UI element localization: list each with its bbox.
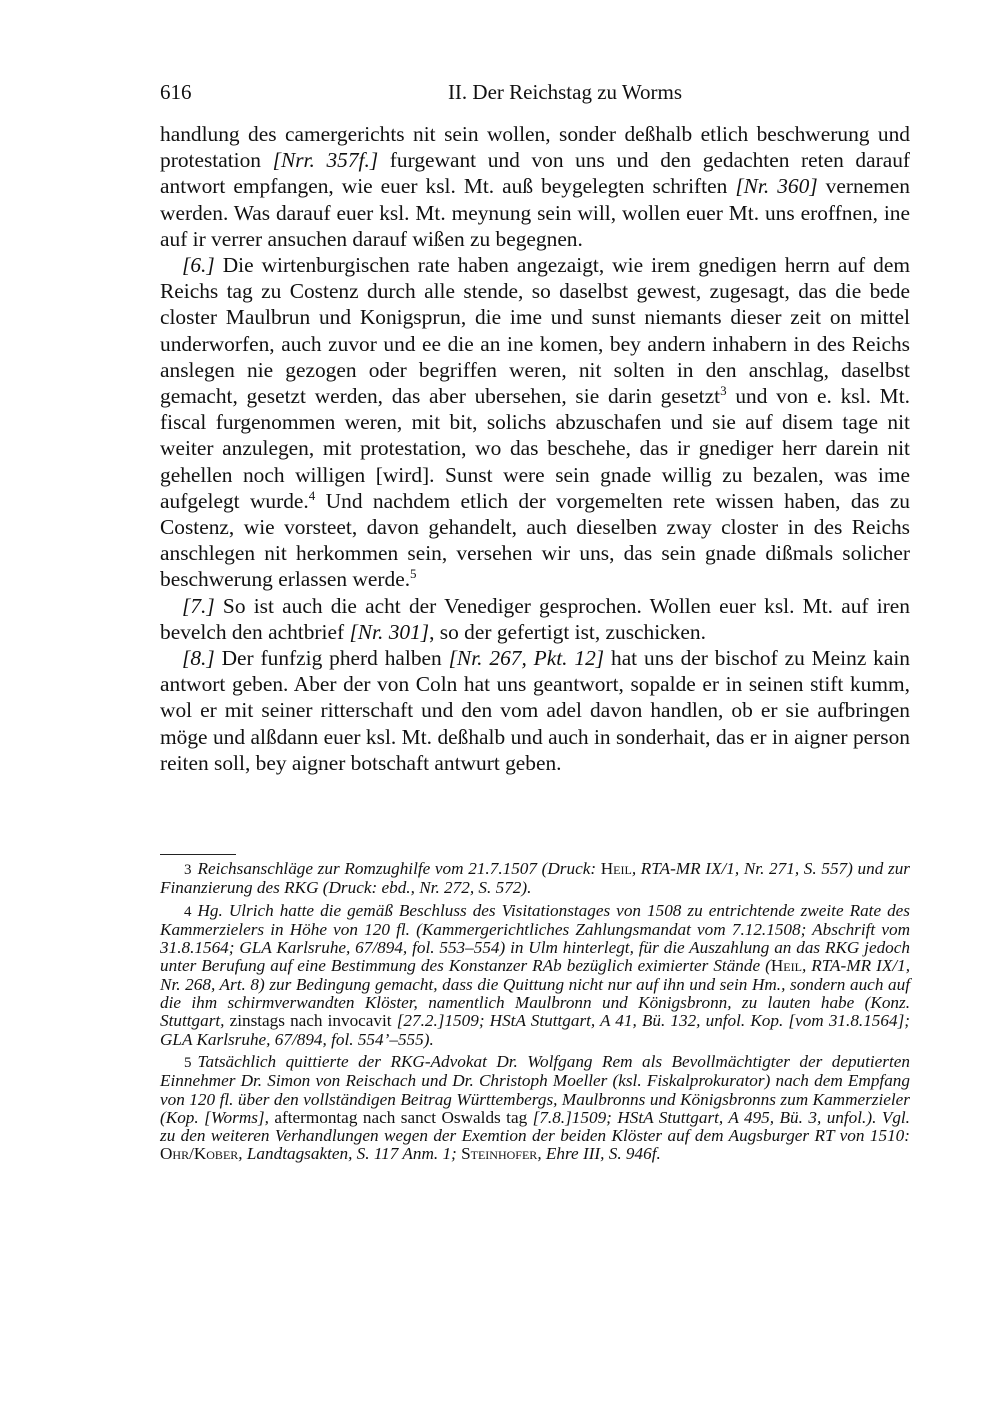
footnote-marker: 5 bbox=[410, 566, 417, 582]
paragraph: [7.] So ist auch die acht der Venediger gesprochen. Wollen euer ksl. Mt. auf iren bevelch den achtbrief [Nr. 301], so der gefertigt ist, zuschicken. bbox=[160, 593, 910, 644]
page-number: 616 bbox=[160, 80, 192, 104]
footnote-marker: 4 bbox=[308, 487, 316, 503]
footnote-number: 5 bbox=[184, 1054, 192, 1071]
section-number: [7.] bbox=[182, 593, 215, 618]
paragraph: [6.] Die wirtenburgischen rate haben angezaigt, wie irem gnedigen herrn auf dem Reichs tag zu Costenz durch alle stende, so daselbst gewest, zugesagt, das die bede closter Maulbrun und Konigsprun, die ime und sunst niemants dieser zeit on mittel underworfen, auch zuvor und ee die an ine komen, bey andern inhabern in des Reichs anslegen nie gezogen oder begriffen weren, nit solten in den anschlag, daselbst gemacht, gesetzt werden, das aber ubersehen, sie darin gesetzt$^3$ und von e. ksl. Mt. fiscal furgenommen weren, mit bit, solichs abzuschafen und sie auf disem tage nit weiter anzulegen, mit protestation, wo das beschehe, das ir gnediger herr darein nit gehellen noch willigen [wird]. Sunst were sein gnade willig zu bezalen, was ime aufgelegt wurde.$^4$ Und nachdem etlich der vorgemelten rete wissen haben, das zu Costenz, wie vorsteet, davon gehandelt, auch dieselben zway closter in des Reichs anschlegen nit herkommen sein, versehen wir uns, das sein gnade dißmals solicher beschwerung erlassen werde.$^5$ bbox=[160, 253, 911, 592]
section-number: [6.] bbox=[182, 253, 215, 278]
footnote: 5 Tatsächlich quittierte der RKG-Advokat Dr. Wolfgang Rem als Bevollmächtigter der deputierten Einnehmer Dr. Simon von Reischach und Dr. Christoph Moeller (ksl. Fiskalprokurator) nach dem Empfang von 120 fl. über den vollständigen Beitrag Württembergs, Maulbronns und Königsbronns zum Kammerzieler (Kop. [Worms], aftermontag nach sanct Oswalds tag [7.8.]1509; HStA Stuttgart, A 495, Bü. 3, unfol.). Vgl. zu den weiteren Verhandlungen wegen der Exemtion der beiden Klöster auf dem Augsburger RT von 1510: Ohr/Kober, Landtagsakten, S. 117 Anm. 1; Steinhofer, Ehre III, S. 946f. bbox=[160, 1051, 910, 1164]
paragraph: handlung des camergerichts nit sein wollen, sonder deßhalb etlich beschwerung und protestation [Nrr. 357f.] furgewant und von uns und den gedachten reten darauf antwort empfangen, wie euer ksl. Mt. auß beygelegten schriften [Nr. 360] vernemen werden. Was darauf euer ksl. Mt. meynung sein will, wollen euer Mt. uns eroffnen, ine auf ir verrer ansuchen darauf wißen zu begegnen. bbox=[160, 122, 911, 251]
footnote: 4 Hg. Ulrich hatte die gemäß Beschluss des Visitationstages von 1508 zu entrichtende zweite Rate des Kammerzielers in Höhe von 120 fl. (Kammergerichtliches Zahlungsmandat vom 7.12.1508; Abschrift vom 31.8.1564; GLA Karlsruhe, 67/894, fol. 553–554) in Ulm hinterlegt, für die Auszahlung an das RKG jedoch unter Berufung auf eine Bestimmung des Konstanzer RAb bezüglich eximierter Stände (Heil, RTA-MR IX/1, Nr. 268, Art. 8) zur Bedingung gemacht, dass die Quittung nicht nur auf ihn und sein Hm., sondern auch auf die ihm schirmverwandten Klöster, namentlich Maulbronn und Königsbronn, zu lauten habe (Konz. Stuttgart, zinstags nach invocavit [27.2.]1509; HStA Stuttgart, A 41, Bü. 132, unfol. Kop. [vom 31.8.1564]; GLA Karlsruhe, 67/894, fol. 554’–555). bbox=[160, 900, 911, 1049]
cross-reference: [Nrr. 357f.] bbox=[272, 148, 379, 173]
cross-reference: [Nr. 360] bbox=[735, 174, 818, 199]
cross-reference: [Nr. 301] bbox=[349, 619, 430, 644]
running-head: II. Der Reichstag zu Worms bbox=[447, 80, 683, 104]
page-header bbox=[160, 80, 910, 110]
footnote: 3 Reichsanschläge zur Romzughilfe vom 21.7.1507 (Druck: Heil, RTA-MR IX/1, Nr. 271, S. 557) und zur Finanzierung des RKG (Druck: ebd., Nr. 272, S. 572). bbox=[160, 859, 910, 898]
footnote-number: 4 bbox=[184, 903, 192, 920]
cross-reference: [Nr. 267, Pkt. 12] bbox=[448, 646, 605, 671]
footnote-separator bbox=[160, 854, 236, 855]
main-text bbox=[160, 121, 910, 776]
section-number: [8.] bbox=[182, 646, 215, 671]
paragraph: [8.] Der funfzig pherd halben [Nr. 267, Pkt. 12] hat uns der bischof zu Meinz kain antwort geben. Aber der von Coln hat uns geantwort, sopalde er in seinen stift kumm, wol er mit seiner ritterschaft und den vom adel davon handlen, ob er sie aufbringen möge und alßdann euer ksl. Mt. deßhalb und auch in sonderhait, das er in aigner person reiten soll, bey aigner botschaft antwurt geben. bbox=[160, 646, 911, 775]
footnotes bbox=[160, 860, 910, 1168]
footnote-number: 3 bbox=[184, 862, 192, 878]
footnote-marker: 3 bbox=[720, 383, 727, 399]
